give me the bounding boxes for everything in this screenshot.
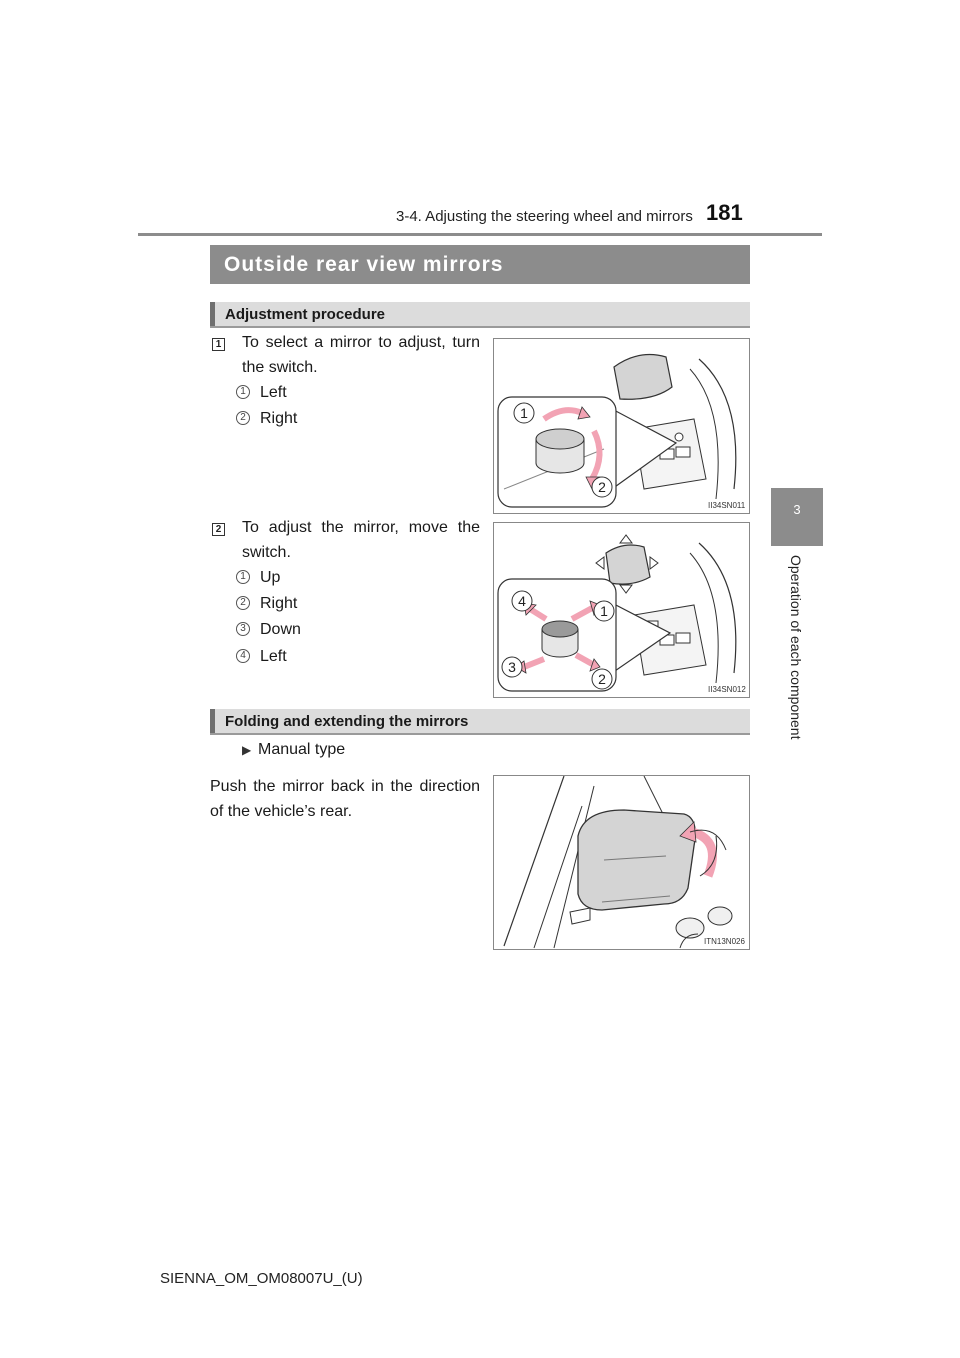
folding-text: Push the mirror back in the direction of the vehicle’s rear. [210,778,480,820]
page-number: 181 [706,200,743,225]
figure-callout: 2 [598,479,606,495]
figure-mirror-adjust-switch [493,522,750,698]
item-label: Down [260,621,301,638]
figure-code: II34SN012 [708,685,746,694]
figure-callout: 1 [520,405,528,421]
callout-number: 2 [236,411,250,425]
page-title-bar [210,245,750,284]
item-label: Left [260,648,287,665]
item-label: Up [260,569,281,586]
item-label: Right [260,595,298,612]
callout-number: 1 [236,385,250,399]
callout-number: 1 [236,570,250,584]
figure-callout: 2 [598,671,606,687]
header-rule [138,233,822,236]
figure-code: II34SN011 [708,501,746,510]
callout-number: 4 [236,649,250,663]
type-label: Manual type [258,741,346,758]
callout-number: 2 [236,596,250,610]
step1-text: To select a mirror to adjust, turn the switch. [242,334,480,376]
section-header: 3-4. Adjusting the steering wheel and mirrors [396,208,693,225]
figure-callout: 4 [518,593,526,609]
callout-number: 3 [236,622,250,636]
subheading-folding [210,709,750,735]
chapter-tab [771,488,823,546]
subheading-adjustment [210,302,750,328]
item-label: Left [260,384,287,401]
step-number-box: 1 [212,338,225,351]
figure-mirror-select-switch [493,338,750,514]
figure-code: ITN13N026 [704,937,745,946]
figure-callout: 3 [508,659,516,675]
subheading-label: Folding and extending the mirrors [225,712,469,730]
mirror-fold-illustration [494,776,749,949]
subheading-label: Adjustment procedure [225,305,386,323]
page-title: Outside rear view mirrors [224,252,504,276]
triangle-bullet-icon: ▶ [242,743,252,757]
mirror-adjust-illustration [494,523,749,697]
mirror-select-illustration [494,339,749,513]
figure-callout: 1 [600,603,608,619]
step-number-box: 2 [212,523,225,536]
chapter-label: Operation of each component [788,555,804,740]
item-label: Right [260,410,298,427]
figure-mirror-fold [493,775,750,950]
chapter-number: 3 [793,502,801,517]
step2-text: To adjust the mirror, move the switch. [242,519,480,561]
document-footer: SIENNA_OM_OM08007U_(U) [160,1270,363,1287]
